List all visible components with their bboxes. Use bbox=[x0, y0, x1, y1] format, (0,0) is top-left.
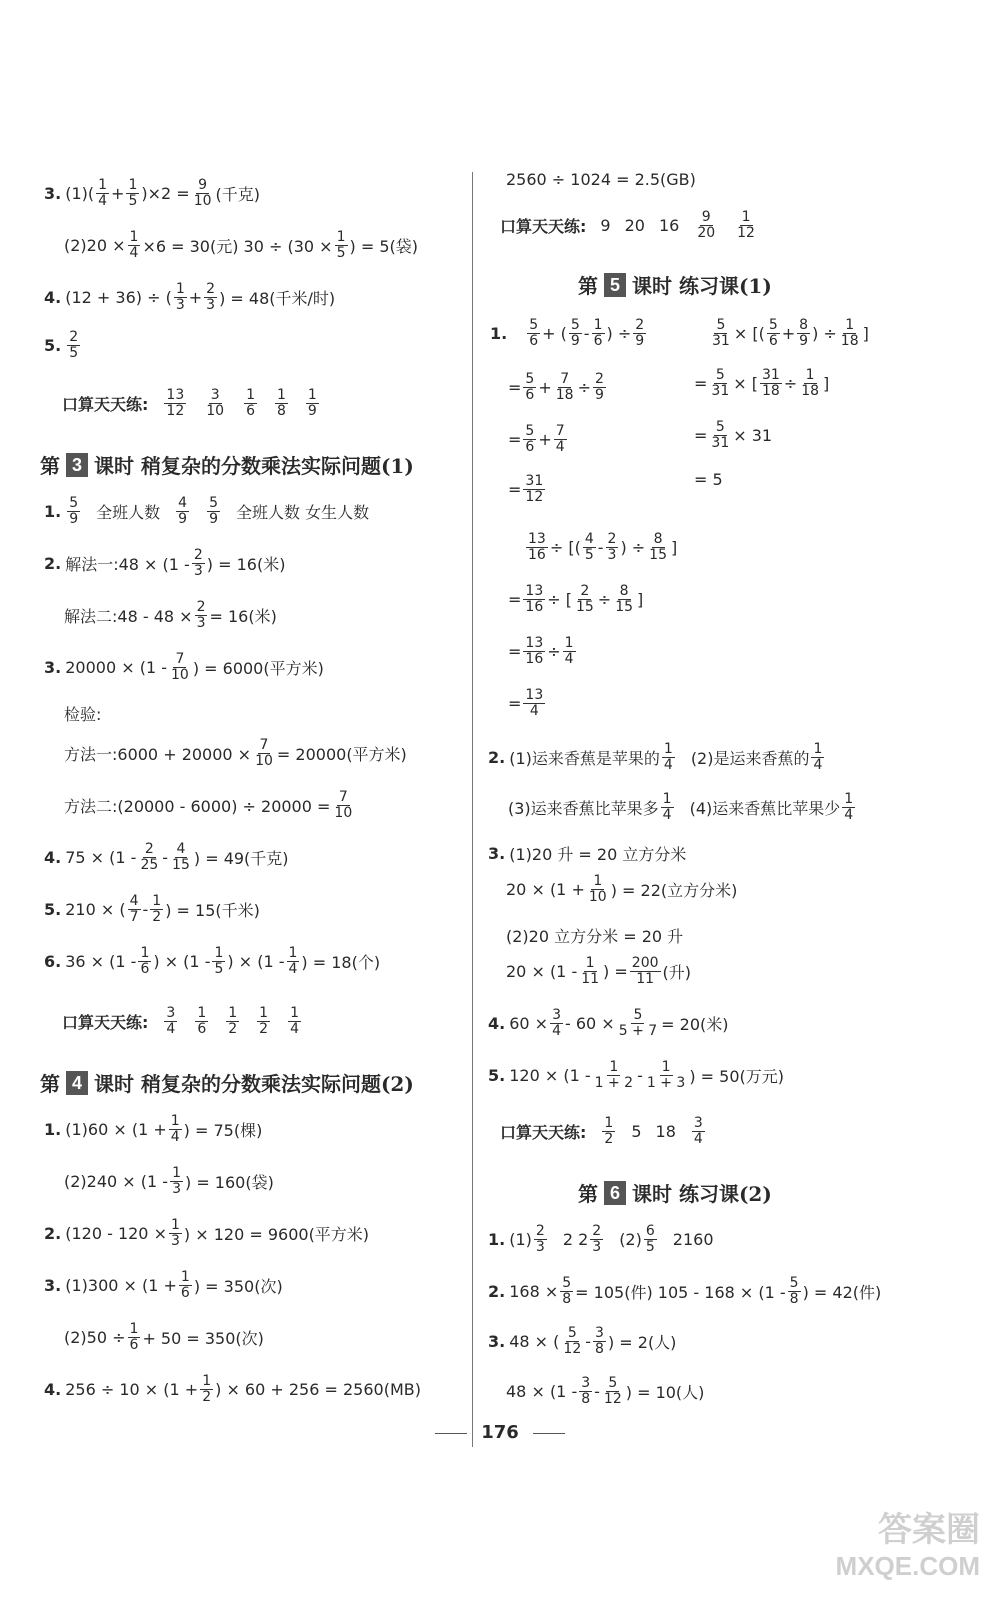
s3-answer-2b: 解法二:48 - 48 × $\frac{2}{3}$ = 16(米) bbox=[64, 599, 277, 631]
kousuan-3: 口算天天练: 9 20 16 $\frac{9}{20}$ $\frac{1}{12}$ bbox=[500, 209, 755, 241]
r-answer-3a: 3. (1)20 升 = 20 立方分米 bbox=[488, 844, 687, 864]
r-q1-expr-a: 1. $\frac{5}{6}$ + ( $\frac{5}{9}$ - $\frac{1}{6}$ ) ÷ $\frac{2}{9}$ bbox=[490, 317, 645, 349]
answer-l3b: (2)20 × $\frac{1}{4}$ ×6 = 30(元) 30 ÷ (30 × $\frac{1}{5}$ ) = 5(袋) bbox=[64, 229, 418, 261]
s4-answer-3a: 3. (1)300 × (1 + $\frac{1}{6}$ ) = 350(次) bbox=[44, 1269, 283, 1301]
s4-answer-4: 4. 256 ÷ 10 × (1 + $\frac{1}{2}$ ) × 60 + 256 = 2560(MB) bbox=[44, 1373, 421, 1405]
answer-l4: 4. (12 + 36) ÷ ( $\frac{1}{3}$ + $\frac{2}{3}$ ) = 48(千米/时) bbox=[44, 281, 336, 313]
s3-answer-4: 4. 75 × (1 - $\frac{2}{25}$ - $\frac{4}{15}$ ) = 49(千克) bbox=[44, 841, 289, 873]
r-q1-expr-c: $\frac{13}{16}$ ÷ [( $\frac{4}{5}$ - $\frac{2}{3}$ ) ÷ $\frac{8}{15}$ ] bbox=[528, 531, 678, 563]
s4-answer-2: 2. (120 - 120 × $\frac{1}{3}$ ) × 120 = 9600(平方米) bbox=[44, 1217, 370, 1249]
r-q1-step-a4: = $\frac{31}{12}$ bbox=[508, 473, 544, 505]
page-number: 176 bbox=[0, 1422, 1000, 1443]
s3-answer-5: 5. 210 × ( $\frac{4}{7}$ - $\frac{1}{2}$ ) = 15(千米) bbox=[44, 893, 260, 925]
s6-answer-3b: 48 × (1 - $\frac{3}{8}$ - $\frac{5}{12}$ ) = 10(人) bbox=[506, 1375, 705, 1407]
s3-check-label: 检验: bbox=[64, 705, 102, 724]
r-q1-step-c4: = $\frac{13}{4}$ bbox=[508, 687, 544, 719]
r-answer-3d: 20 × (1 - $\frac{1}{11}$ ) = $\frac{200}{11}$ (升) bbox=[506, 955, 692, 987]
section-heading-3: 第 3 课时 稍复杂的分数乘法实际问题(1) bbox=[40, 454, 414, 478]
r-answer-2b: (3)运来香蕉比苹果多 $\frac{1}{4}$ (4)运来香蕉比苹果少 $\frac{1}{4}$ bbox=[508, 791, 854, 823]
watermark-logo: 答案圈 MXQE.COM bbox=[835, 1511, 980, 1581]
kousuan-1: 口算天天练: $\frac{13}{12}$ $\frac{3}{10}$ $\frac{1}{6}$ $\frac{1}{8}$ $\frac{1}{9}$ bbox=[62, 387, 317, 419]
r-q1-step-a3: = $\frac{5}{6}$ + $\frac{7}{4}$ bbox=[508, 423, 565, 455]
r-answer-4: 4. 60 × $\frac{3}{4}$ - 60 × $\frac{5}{5 + 7}$ = 20(米) bbox=[488, 1007, 729, 1039]
r-answer-5: 5. 120 × (1 - $\frac{1}{1 + 2}$ - $\frac{1}{1 + 3}$ ) = 50(万元) bbox=[488, 1059, 784, 1091]
s6-answer-3: 3. 48 × ( $\frac{5}{12}$ - $\frac{3}{8}$ ) = 2(人) bbox=[488, 1325, 677, 1357]
r-q1-step-c3: = $\frac{13}{16}$ ÷ $\frac{1}{4}$ bbox=[508, 635, 574, 667]
kousuan-2: 口算天天练: $\frac{3}{4}$ $\frac{1}{6}$ $\frac{1}{2}$ $\frac{1}{2}$ $\frac{1}{4}$ bbox=[62, 1005, 300, 1037]
section-heading-4: 第 4 课时 稍复杂的分数乘法实际问题(2) bbox=[40, 1072, 414, 1096]
s3-answer-1: 1. $\frac{5}{9}$ 全班人数 $\frac{4}{9}$ $\frac{5}{9}$ 全班人数 女生人数 bbox=[44, 495, 370, 527]
section-heading-5: 第 5 课时 练习课(1) bbox=[578, 274, 772, 298]
r-q1-expr-b: $\frac{5}{31}$ × [( $\frac{5}{6}$ + $\frac{8}{9}$ ) ÷ $\frac{1}{18}$ ] bbox=[712, 317, 869, 349]
s3-answer-3: 3. 20000 × (1 - $\frac{7}{10}$ ) = 6000(平方米) bbox=[44, 651, 324, 683]
r-answer-3c: (2)20 立方分米 = 20 升 bbox=[506, 927, 684, 946]
s4-answer-1a: 1. (1)60 × (1 + $\frac{1}{4}$ ) = 75(棵) bbox=[44, 1113, 263, 1145]
r-top-line: 2560 ÷ 1024 = 2.5(GB) bbox=[506, 170, 696, 189]
kousuan-4: 口算天天练: $\frac{1}{2}$ 5 18 $\frac{3}{4}$ bbox=[500, 1115, 703, 1147]
answer-l3a: 3. (1)( $\frac{1}{4}$ + $\frac{1}{5}$ )×2 = $\frac{9}{10}$ (千克) bbox=[44, 177, 261, 209]
s6-answer-1: 1. (1) $\frac{2}{3}$ 2 2 $\frac{2}{3}$ (2) $\frac{6}{5}$ 2160 bbox=[488, 1223, 714, 1255]
s3-answer-2a: 2. 解法一:48 × (1 - $\frac{2}{3}$ ) = 16(米) bbox=[44, 547, 286, 579]
r-answer-3b: 20 × (1 + $\frac{1}{10}$ ) = 22(立方分米) bbox=[506, 873, 738, 905]
answer-l5: 5. $\frac{2}{5}$ bbox=[44, 329, 79, 361]
r-q1-step-a2: = $\frac{5}{6}$ + $\frac{7}{18}$ ÷ $\frac{2}{9}$ bbox=[508, 371, 604, 403]
r-q1-step-c2: = $\frac{13}{16}$ ÷ [ $\frac{2}{15}$ ÷ $\frac{8}{15}$ ] bbox=[508, 583, 644, 615]
r-q1-step-b4: = 5 bbox=[694, 470, 723, 489]
s6-answer-2: 2. 168 × $\frac{5}{8}$ = 105(件) 105 - 168 × (1 - $\frac{5}{8}$ ) = 42(件) bbox=[488, 1275, 882, 1307]
section-heading-6: 第 6 课时 练习课(2) bbox=[578, 1182, 772, 1206]
s4-answer-1b: (2)240 × (1 - $\frac{1}{3}$ ) = 160(袋) bbox=[64, 1165, 274, 1197]
r-answer-2a: 2. (1)运来香蕉是苹果的 $\frac{1}{4}$ (2)是运来香蕉的 $\frac{1}{4}$ bbox=[488, 741, 823, 773]
s3-method-1: 方法一:6000 + 20000 × $\frac{7}{10}$ = 20000(平方米) bbox=[64, 737, 407, 769]
s3-method-2: 方法二:(20000 - 6000) ÷ 20000 = $\frac{7}{10}$ bbox=[64, 789, 353, 821]
r-q1-step-b3: = $\frac{5}{31}$ × 31 bbox=[694, 419, 773, 451]
s4-answer-3b: (2)50 ÷ $\frac{1}{6}$ + 50 = 350(次) bbox=[64, 1321, 264, 1353]
r-q1-step-b2: = $\frac{5}{31}$ × [ $\frac{31}{18}$ ÷ $\frac{1}{18}$ ] bbox=[694, 367, 830, 399]
column-divider bbox=[472, 172, 473, 1447]
s3-answer-6: 6. 36 × (1 - $\frac{1}{6}$ ) × (1 - $\frac{1}{5}$ ) × (1 - $\frac{1}{4}$ ) = 18(个) bbox=[44, 945, 381, 977]
